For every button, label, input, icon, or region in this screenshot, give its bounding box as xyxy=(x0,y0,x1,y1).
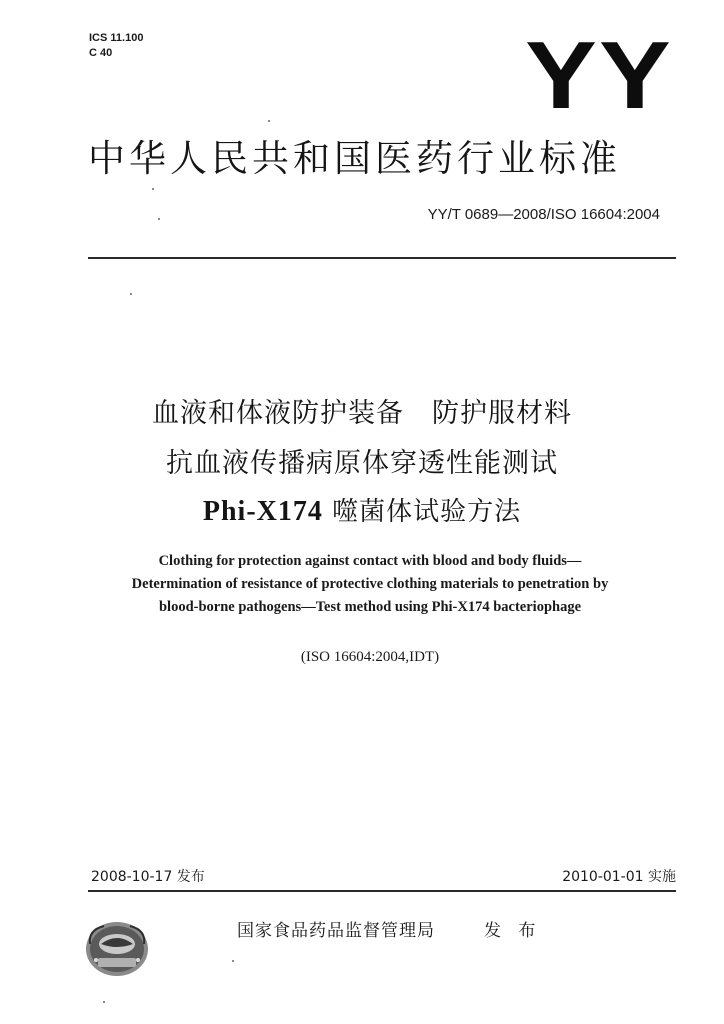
publish-label: 发 布 xyxy=(484,921,542,941)
top-divider xyxy=(88,257,676,259)
classification-codes xyxy=(89,31,143,61)
publisher-name: 国家食品药品监督管理局 xyxy=(237,921,435,941)
title-cn-line-3-rest: 噬菌体试验方法 xyxy=(322,497,522,527)
title-en-line-1: Clothing for protection against contact with blood and body fluids— xyxy=(158,553,582,569)
title-en-line-2: Determination of resistance of protective clothing materials to penetration by xyxy=(131,576,609,592)
title-en-line-3: blood-borne pathogens—Test method using Phi-X174 bacteriophage xyxy=(158,599,582,615)
title-cn-line-3-latin: Phi-X174 xyxy=(202,496,323,527)
bottom-divider xyxy=(88,890,676,892)
organization-title: 中华人民共和国医药行业标准 xyxy=(88,137,621,180)
title-cn-line-2: 抗血液传播病原体穿透性能测试 xyxy=(166,448,558,479)
scan-speck xyxy=(152,188,154,190)
scan-speck xyxy=(268,120,270,122)
title-cn-line-1: 血液和体液防护装备 防护服材料 xyxy=(152,398,572,429)
ccs-code: C 40 xyxy=(89,47,113,59)
scan-speck xyxy=(158,218,160,220)
implementation-date: 2010-01-01 实施 xyxy=(562,869,676,885)
issue-date: 2008-10-17 发布 xyxy=(91,869,205,885)
publisher-seal-icon xyxy=(84,920,150,978)
iso-equivalence: (ISO 16604:2004,IDT) xyxy=(300,649,440,665)
standard-number: YY/T 0689—2008/ISO 16604:2004 xyxy=(427,206,660,223)
ics-code: ICS 11.100 xyxy=(89,32,144,44)
title-cn-line-3 xyxy=(60,492,664,532)
scan-speck xyxy=(103,1001,105,1003)
standard-mark: YY xyxy=(525,22,673,129)
scan-speck xyxy=(130,293,132,295)
scan-speck xyxy=(232,960,234,962)
